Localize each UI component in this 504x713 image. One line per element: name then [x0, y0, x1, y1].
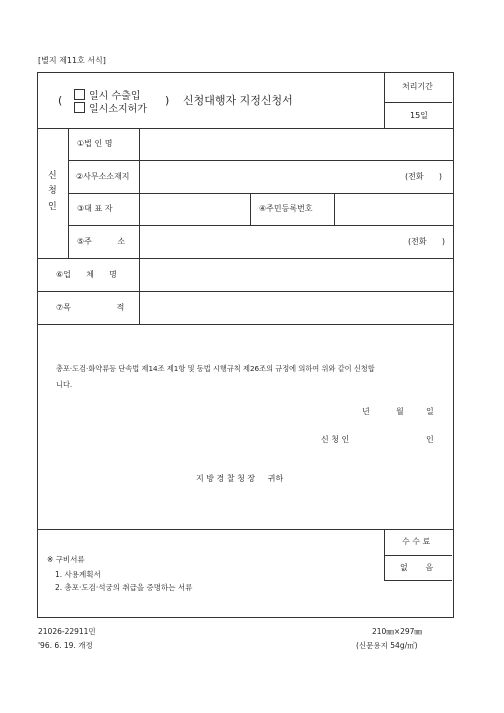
date-year-label: 년	[362, 407, 370, 416]
purpose-label: ⑦목 적	[56, 303, 125, 312]
title-paren-close: )	[165, 94, 170, 107]
footer-paper: (신문용지 54g/㎡)	[356, 641, 418, 650]
purpose-field[interactable]	[140, 292, 452, 324]
form-title: 신청대행자 지정신청서	[183, 94, 293, 107]
address-field[interactable]	[140, 226, 452, 258]
corp-name-label: ①법 인 명	[77, 139, 113, 148]
required-docs-title: ※ 구비서류	[47, 555, 85, 564]
applicant-label-char1: 신	[48, 171, 57, 181]
office-phone-label: (전화 )	[405, 172, 442, 181]
resident-number-field[interactable]	[335, 194, 452, 225]
address-phone-label: (전화 )	[408, 237, 445, 246]
applicant-label-char3: 인	[48, 202, 57, 212]
representative-field[interactable]	[140, 194, 250, 225]
processing-period-value: 15일	[410, 111, 428, 120]
required-doc-item-2: 2. 총포·도검·석궁의 취급을 증명하는 서류	[55, 583, 193, 592]
recipient-line: 지 방 경 찰 청 장 귀하	[196, 474, 284, 483]
fee-label: 수 수 료	[402, 537, 431, 546]
processing-period-label: 처리기간	[402, 82, 433, 91]
option-export-label: 일시 수출입	[89, 91, 141, 102]
checkbox-carry[interactable]	[74, 102, 85, 113]
corp-name-field[interactable]	[140, 129, 452, 160]
signature-field[interactable]	[355, 430, 420, 448]
title-paren-open: (	[58, 94, 63, 107]
footer-revision: '96. 6. 19. 개정	[38, 641, 93, 650]
business-name-field[interactable]	[140, 259, 452, 291]
signature-label: 신 청 인	[321, 435, 350, 444]
applicant-label-char2: 청	[48, 186, 57, 196]
option-carry-label: 일시소지허가	[89, 104, 147, 115]
title-option-export	[74, 89, 140, 102]
address-label: ⑤주 소	[77, 237, 126, 246]
checkbox-export[interactable]	[74, 89, 85, 100]
date-day-label: 일	[426, 407, 434, 416]
resident-number-label: ④주민등록번호	[259, 204, 313, 213]
seal-mark: 인	[426, 435, 434, 444]
office-location-label: ②사무소소재지	[76, 172, 130, 181]
required-doc-item-1: 1. 사용계획서	[55, 570, 101, 579]
business-name-label: ⑥업 체 명	[56, 270, 117, 279]
application-statement-line1: 총포·도검·화약류등 단속법 제14조 제1항 및 동법 시행규칙 제26조의 규정에 의하여 위와 같이 신청합	[56, 364, 375, 373]
date-month-label: 월	[396, 407, 404, 416]
footer-code: 21026-22911민	[38, 627, 96, 636]
representative-label: ③대 표 자	[77, 204, 113, 213]
fee-value: 없 음	[400, 563, 434, 572]
footer-size: 210㎜×297㎜	[372, 627, 422, 636]
title-option-carry	[74, 102, 147, 115]
application-statement-line2: 니다.	[56, 380, 73, 389]
form-number: [별지 제11호 서식]	[38, 56, 106, 65]
